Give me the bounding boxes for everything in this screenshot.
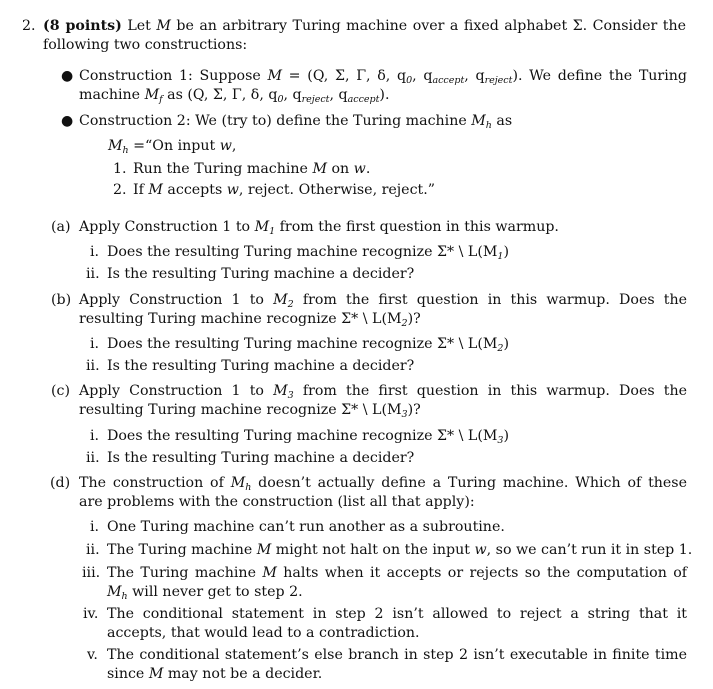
part-c-ii: Is the resulting Turing machine a decider? [107,450,415,466]
part-a-i: Does the resulting Turing machine recognize Σ* \ $L(M_1)$ [107,244,509,262]
part-b-i-label: i. [90,336,100,352]
problem-points: (8 points) [43,18,122,34]
part-c-label: (c) [51,383,71,399]
part-c-question: Apply Construction 1 to $M_3$ from the first question in this warmup. Does the resulting Turing machine recognize Σ* \ $L(M_3)$? [79,383,687,420]
part-d-ii: The Turing machine M might not halt on the input w, so we can’t run it in step 1. [107,542,693,558]
part-d-iii: The Turing machine M halts when it accepts or rejects so the computation of $M_h$ will never get to step 2. [107,565,688,602]
part-d-v: The conditional statement’s else branch in step 2 isn’t executable in finite time since M may not be a decider. [107,647,687,682]
problem-number: 2. [22,18,36,34]
part-b-ii-label: ii. [86,358,100,374]
part-d-i-label: i. [90,519,100,535]
part-a-question: Apply Construction 1 to $M_1$ from the first question in this warmup. [79,219,559,237]
part-c-ii-label: ii. [86,450,100,466]
step-2-number: 2. [113,182,127,198]
bullet-icon: ● [61,68,74,84]
construction-2: Construction 2: We (try to) define the Turing machine $M_h$ as [79,113,513,131]
part-b-question: Apply Construction 1 to $M_2$ from the first question in this warmup. Does the resulting Turing machine recognize Σ* \ $L(M_2)$? [79,292,687,329]
part-b-label: (b) [51,292,72,308]
part-a-ii: Is the resulting Turing machine a decider? [107,266,415,282]
part-a-i-label: i. [90,244,100,260]
part-d-label: (d) [50,475,71,491]
bullet-icon: ● [61,113,74,129]
part-a-ii-label: ii. [86,266,100,282]
step-1-number: 1. [113,161,127,177]
step-1: Run the Turing machine M on w. [133,161,371,177]
part-c-i: Does the resulting Turing machine recognize Σ* \ $L(M_3)$ [107,428,509,446]
problem-intro: (8 points) Let M be an arbitrary Turing machine over a fixed alphabet Σ. Consider the following two constructions: [43,18,687,53]
construction-2-definition: $M_h$ =“On input w, [108,138,237,156]
part-d-question: The construction of $M_h$ doesn’t actually define a Turing machine. Which of these are problems with the construction (list all that apply): [79,475,687,510]
part-d-i: One Turing machine can’t run another as a subroutine. [107,519,505,535]
part-b-ii: Is the resulting Turing machine a decider? [107,358,415,374]
part-a-label: (a) [51,219,71,235]
part-d-ii-label: ii. [86,542,100,558]
part-d-iii-label: iii. [82,565,101,581]
step-2: If M accepts w, reject. Otherwise, reject.” [133,182,435,198]
part-d-iv-label: iv. [83,606,99,622]
part-b-i: Does the resulting Turing machine recognize Σ* \ $L(M_2)$ [107,336,509,354]
part-c-i-label: i. [90,428,100,444]
part-d-v-label: v. [87,647,98,663]
part-d-iv: The conditional statement in step 2 isn’t allowed to reject a string that it accepts, that would lead to a contradiction. [107,606,687,641]
construction-1: Construction 1: Suppose M = (Q, Σ, Γ, δ, $q_0$, $q_{accept}$, $q_{reject}$). We define the Turing machine $M_f$ as (Q, Σ, Γ, δ, $q_0$, $q_{reject}$, $q_{accept}$). [79,68,687,105]
